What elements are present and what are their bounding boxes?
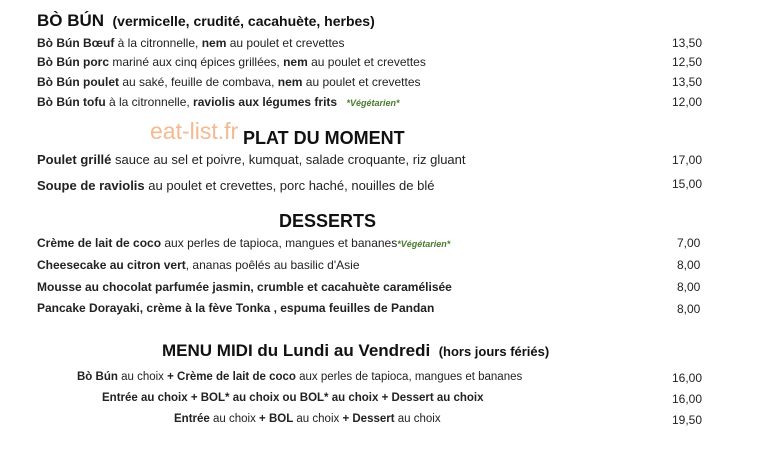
item-name: + Dessert — [342, 413, 395, 425]
plat-price-0: 17,00 — [672, 153, 703, 167]
bobun-price-1: 12,50 — [672, 55, 703, 69]
item-desc: au choix — [209, 413, 260, 425]
item-name: Bò Bún porc — [37, 55, 109, 69]
midi-price-0: 16,00 — [672, 371, 703, 385]
bobun-title: BÒ BÚN — [37, 11, 105, 30]
item-desc: au choix — [293, 413, 343, 425]
item-name: + Crème de lait de coco — [167, 371, 296, 383]
plat-title: PLAT DU MOMENT — [243, 128, 405, 148]
item-name: Soupe de raviolis — [37, 178, 145, 193]
item-name: Entrée au choix + BOL* au choix ou BOL* au choix + Dessert au choix — [102, 392, 484, 404]
item-desc: aux perles de tapioca, mangues et bananes — [295, 371, 523, 383]
midi-header — [162, 341, 549, 361]
item-desc-bold: nem — [277, 75, 303, 89]
plat-item-1 — [37, 178, 434, 193]
bobun-price-0: 13,50 — [672, 36, 703, 50]
item-desc: au choix — [394, 413, 441, 425]
desserts-title: DESSERTS — [279, 211, 377, 231]
item-name: Poulet grillé — [37, 152, 112, 167]
item-desc: à la citronnelle, — [105, 95, 194, 109]
item-desc: mariné aux cinq épices grillées, — [109, 55, 284, 69]
midi-price-2: 19,50 — [672, 413, 703, 427]
item-desc: au saké, feuille de combava, — [118, 75, 278, 89]
item-name: Cheesecake au citron vert — [37, 258, 186, 272]
item-desc: au poulet et crevettes, porc haché, nouilles de blé — [144, 178, 435, 193]
midi-subtitle: (hors jours fériés) — [438, 344, 550, 359]
item-desc: au poulet et crevettes — [307, 55, 426, 69]
item-name: + BOL — [259, 413, 294, 425]
bobun-item-3 — [37, 95, 399, 109]
bobun-item-1 — [37, 55, 426, 69]
item-name: Pancake Dorayaki, crème à la fève Tonka , espuma feuilles de Pandan — [37, 301, 435, 315]
dessert-item-2 — [37, 280, 452, 294]
item-desc-bold: nem — [201, 36, 227, 50]
plat-item-0 — [37, 152, 466, 167]
midi-item-1 — [102, 392, 484, 404]
midi-item-0 — [77, 371, 522, 383]
item-name: Bò Bún — [77, 371, 118, 383]
item-desc: aux perles de tapioca, mangues et bananes — [161, 236, 398, 250]
bobun-price-2: 13,50 — [672, 75, 703, 89]
item-desc: à la citronnelle, — [114, 36, 202, 50]
midi-title: MENU MIDI du Lundi au Vendredi — [162, 341, 431, 360]
watermark-logo: eat-list.fr — [150, 118, 239, 144]
midi-item-2 — [174, 413, 441, 425]
dessert-price-1: 8,00 — [677, 258, 701, 272]
bobun-subtitle: (vermicelle, crudité, cacahuète, herbes) — [112, 13, 375, 29]
item-desc: au poulet et crevettes — [302, 75, 421, 89]
bobun-header — [37, 11, 375, 31]
item-name: Crème de lait de coco — [37, 236, 162, 250]
item-desc-bold: raviolis aux légumes frits — [193, 95, 338, 109]
dessert-price-3: 8,00 — [677, 302, 701, 316]
bobun-item-2 — [37, 75, 421, 89]
dessert-item-0 — [37, 236, 450, 250]
dessert-item-3 — [37, 301, 434, 315]
vegetarian-badge: *Végétarien* — [397, 239, 451, 249]
item-name: Mousse au chocolat parfumée jasmin, crumble et cacahuète caramélisée — [37, 280, 452, 294]
dessert-item-1 — [37, 258, 360, 272]
item-desc: sauce au sel et poivre, kumquat, salade croquante, riz gluant — [111, 152, 466, 167]
bobun-item-0 — [37, 36, 344, 50]
item-desc: au poulet et crevettes — [226, 36, 345, 50]
item-name: Entrée — [174, 413, 210, 425]
item-name: Bò Bún tofu — [37, 95, 106, 109]
item-desc: , ananas poêlés au basilic d'Asie — [185, 258, 360, 272]
dessert-price-0: 7,00 — [677, 236, 701, 250]
dessert-price-2: 8,00 — [677, 280, 701, 294]
item-name: Bò Bún Bœuf — [37, 36, 115, 50]
item-name: Bò Bún poulet — [37, 75, 119, 89]
item-desc: au choix — [117, 371, 168, 383]
item-desc-bold: nem — [283, 55, 308, 69]
plat-price-1: 15,00 — [672, 177, 703, 191]
midi-price-1: 16,00 — [672, 392, 703, 406]
bobun-price-3: 12,00 — [672, 95, 703, 109]
vegetarian-badge: *Végétarien* — [346, 98, 400, 108]
